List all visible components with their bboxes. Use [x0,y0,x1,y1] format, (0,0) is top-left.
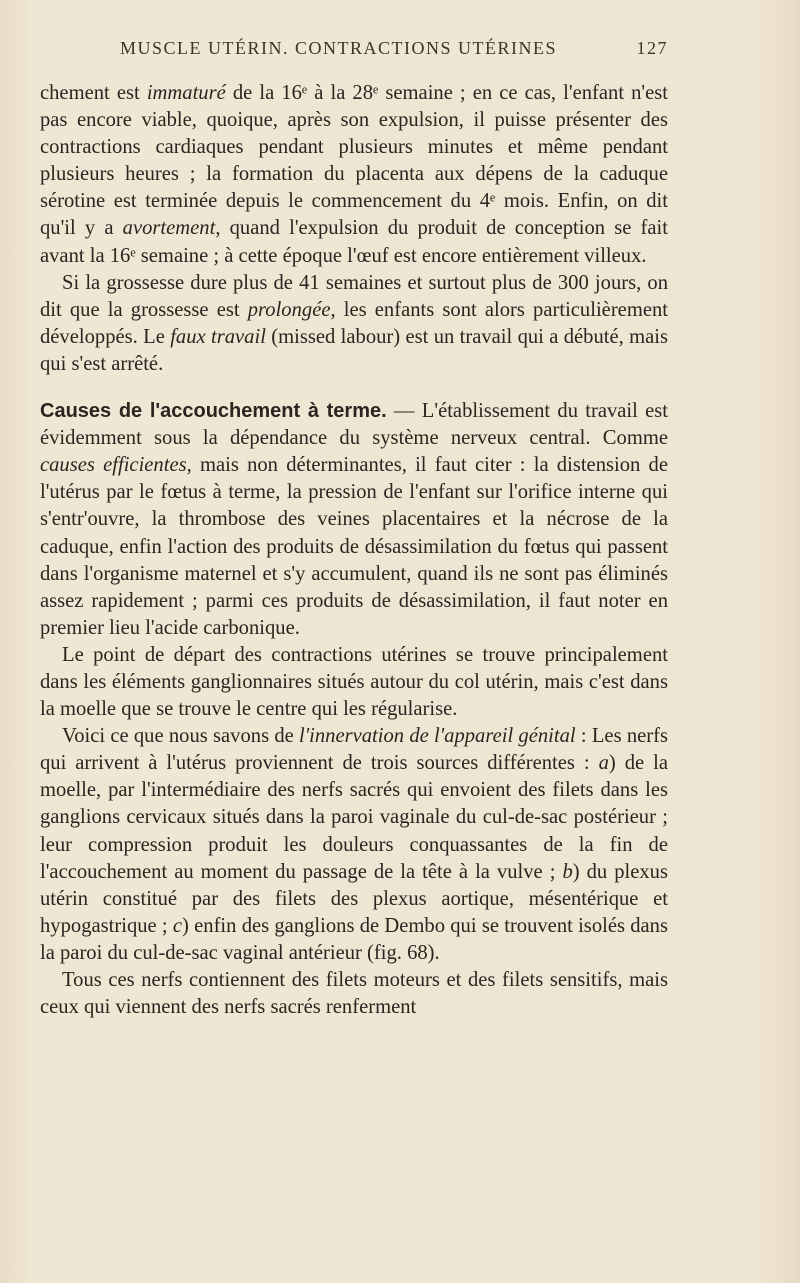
text-run: Si la grossesse dure plus de 41 semaines et surtout plus de 300 jours, on dit que la grossesse est [40,271,668,321]
text-run: (missed labour) est un travail qui a débuté, mais qui s'est arrêté. [40,325,668,375]
paragraph-innervation [40,723,668,967]
paragraph-contraction-origin [40,642,668,723]
text-run: , les enfants sont alors particulièrement développés. Le [40,298,668,348]
page-header [120,38,668,66]
list-marker-b: b [562,860,573,883]
text-run: : Les nerfs qui arrivent à l'utérus proviennent de trois sources différentes : [40,725,668,775]
text-run: Tous ces nerfs contiennent des filets moteurs et des filets sensitifs, mais ceux qui viennent des nerfs sacrés renferment [40,969,668,1019]
text-run: ) enfin des ganglions de Dembo qui se trouvent isolés dans la paroi du cul-de-sac vaginal antérieur (fig. 68). [40,914,668,964]
term-immature: immaturé [146,82,226,104]
term-efficient-causes: causes efficientes [40,454,187,477]
text-run: ) du plexus utérin constitué par des filets des plexus aortique, mésentérique et hypogastrique ; [40,860,668,937]
section-heading: Causes de l'accouchement à terme. [40,400,387,423]
text-run: chement est [40,82,147,104]
list-marker-c: c [172,914,183,937]
page-number: 127 [636,38,668,58]
text-run: de la 16ᵉ à la 28ᵉ semaine ; en ce cas, l'enfant n'est pas encore viable, quoique, après son expulsion, il puisse présenter des contractions cardiaques pendant plusieurs minutes et même pendant plusieurs heures ; la formation du placenta aux dépens de la caduque sérotine est terminée depuis le commencement du 4ᵉ mois. Enfin, on dit qu'il y a [40,82,669,240]
term-false-labour: faux travail [170,325,266,348]
text-run: ) de la moelle, par l'intermédiaire des nerfs sacrés qui envoient des filets dans les ganglions cervicaux situés dans la paroi vaginale du cul-de-sac postérieur ; leur compression produit les douleurs conquassantes de la fin de l'accouchement au moment du passage de la tête à la vulve ; [40,752,668,883]
paragraph-prolonged-pregnancy [40,270,668,378]
paragraph-immature-birth [40,80,668,270]
text-run: , quand l'expulsion du produit de conception se fait avant la 16ᵉ semaine ; à cette époque l'œuf est encore entièrement villeux. [40,217,668,267]
running-title: MUSCLE UTÉRIN. CONTRACTIONS UTÉRINES [120,38,558,58]
term-prolonged: prolongée [247,298,331,321]
text-run: , mais non déterminantes, il faut citer : la distension de l'utérus par le fœtus à terme, la pression de l'enfant sur l'orifice interne qui s'entr'ouvre, la thrombose des veines placentaires et la nécrose de la caduque, enfin l'action des produits de désassimilation du fœtus qui passent dans l'organisme maternel et s'y accumulent, quand ils ne sont pas éliminés assez rapidement ; parmi ces produits de désassimilation, il faut noter en premier lieu l'acide carbonique. [40,454,668,639]
paragraph-causes-of-labour [40,398,668,642]
text-run: Voici ce que nous savons de [62,725,300,748]
body-text [40,80,668,1021]
term-abortion: avortement [122,217,216,240]
term-innervation: l'innervation de l'appareil génital [299,725,576,748]
text-run: Le point de départ des contractions utérines se trouve principalement dans les éléments ganglionnaires situés autour du col utérin, mais c'est dans la moelle que se trouve le centre qui les régularise. [40,643,668,721]
paragraph-nerve-fibres [40,967,668,1021]
list-marker-a: a [598,752,609,775]
text-run: — L'établissement du travail est évidemment sous la dépendance du système nerveux central. Comme [40,400,668,450]
